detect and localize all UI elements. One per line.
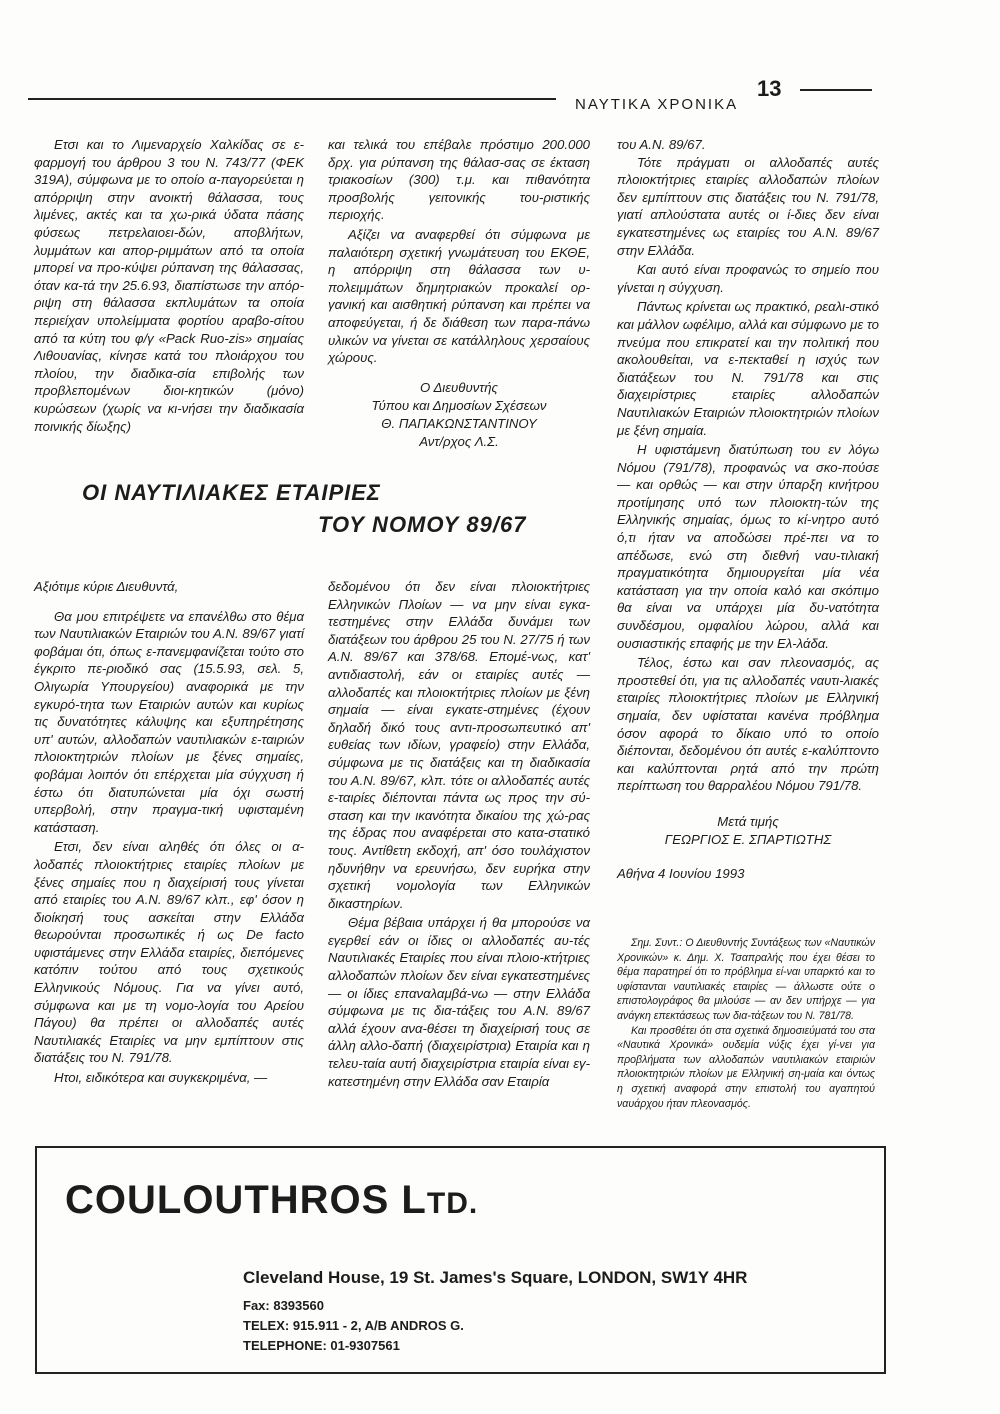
- paragraph: Ετσι και το Λιμεναρχείο Χαλκίδας σε ε-φαρμογή του άρθρου 3 του Ν. 743/77 (ΦΕΚ 319Α), σύμφωνα με το οποίο α-παγορεύεται η απόρριψη στην ανοικτή θάλασσα, τους λιμένες, ακτές και τα χω-ρικά ύδατα πάσης φύσεως πετρελαιοει-δών, αποβλήτων, λυμμάτων και απορ-ριμμάτων από τα οποία μπορεί να προ-κύψει ρύπανση της θάλασσας, όταν κα-τά την 25.6.93, διαπίστωσε την απόρ-ριψη στη θάλασσα εκπλυμάτων τα οποία περιείχαν υπολείμματα φορτίου αραβο-σίτου από τα κύτη του φ/γ «Pack Ruo-zis» σημαίας Λιθουανίας, κίνησε κατά του πλοιάρχου του πλοίου, την διαδικα-σία επιβολής των προβλεπομένων διοι-κητικών (μόνο) κυρώσεων (χωρίς να κι-νήσει την διαδικασία ποινικής δίωξης): [34, 137, 304, 434]
- paragraph: δεδομένου ότι δεν είναι πλοιοκτήτριες Ελληνικών Πλοίων — να μην είναι εγκα-τεστημένες στην Ελλάδα δυνάμει των διατάξεων του άρθρου 25 του Ν. 27/75 ή των Α.Ν. 89/67 και 378/68. Επομέ-νως, κατ' αντιδιαστολή, εάν οι εταιρίες αυτές — αλλοδαπές και πλοιοκτήτριες πλοίων με ξένη σημαία — είναι εγκατε-στημένες (έχουν δηλαδή δικό τους αντι-προσωπευτικό απ' ευθείας των ιδίων, γραφείο) στην Ελλάδα, σύμφωνα με τις διατάξεις και τη διαδικασία του Α.Ν. 89/67, κλπ. τότε οι αλλοδαπές αυτές ε-ταιρίες διέπονται πάντα ως προς την σύ-σταση και την ικανότητα δικαίου της χώ-ρας της έδρας που αναφέρεται στο κατα-στατικό τους. Αντίθετη εκδοχή, απ' όσο τουλάχιστον ηδυνήθην να ερευνήσω, δεν ευρήκα στην σχετική νομολογία των Ελληνικών δικαστηρίων.: [328, 579, 590, 911]
- signature-line: Ο Διευθυντής: [420, 379, 498, 395]
- paragraph: Θέμα βέβαια υπάρχει ή θα μπορούσε να εγερθεί εάν οι ίδιες οι αλλοδαπές αυ-τές Ναυτιλιακές Εταιρίες που είναι πλοιο-κτήτριες αλλοδαπών πλοίων δεν είναι εγκατεστημένες — οι ίδιες επαναλαμβά-νω — στην Ελλάδα σύμφωνα με τις δια-τάξεις του Α.Ν. 89/67 αλλά έχουν ανα-θέσει τη διαχείρισή τους σε άλλη αλλο-δαπή (διαχειρίστρια) Εταιρία και η τελευ-ταία αυτή διαχειρίστρια εταιρία είναι εγ-κατεστημένη στην Ελλάδα σαν Εταιρία: [328, 915, 590, 1089]
- note-paragraph: Σημ. Συντ.: Ο Διευθυντής Συντάξεως των «Ναυτικών Χρονικών» κ. Δημ. Χ. Τσαπραλής που έχει θέσει το θέμα παρατηρεί ότι το πρόβλημα εί-ναι υπαρκτό και το υφίστανται ναυτιλιακές εταιρίες — άλλωστε ούτε ο επιστολογράφος θα μιλούσε — αν δεν υπήρχε — για ανάγκη επεκτάσεως των δια-τάξεων του Ν. 781/78.: [617, 937, 875, 1022]
- letter-date: Αθήνα 4 Ιουνίου 1993: [617, 865, 745, 881]
- letter-col2: [328, 578, 590, 1090]
- signature-line: Τύπου και Δημοσίων Σχέσεων: [371, 397, 547, 413]
- letter-col3: [617, 136, 879, 883]
- paragraph: Τέλος, έστω και σαν πλεονασμός, ας προστεθεί ότι, για τις αλλοδαπές ναυτι-λιακές εταιρίες πλοιοκτήτριες πλοίων με Ελληνική σημαία, δεν υφίσταται κανένα πρόβλημα όσον αφορά το δίκαιο υπό το οποίο διέπονται, δεδομένου ότι αυτές ε-καλύπτοντο και καλύπτονται ρητά από την πρώτη περίπτωση του θαρραλέου Νόμου 791/78.: [617, 655, 879, 794]
- top-article-col2: [328, 136, 590, 451]
- page-number: 13: [757, 76, 782, 101]
- advertisement-box: [35, 1146, 886, 1374]
- article-title-line2: ΤΟΥ ΝΟΜΟΥ 89/67: [318, 512, 527, 537]
- paragraph: Τότε πράγματι οι αλλοδαπές αυτές πλοιοκτήτριες εταιρίες αλλοδαπών πλοίων δεν εμπίπτουν στις διατάξεις του Ν. 791/78, γιατί απλούστατα αυτές οι ί-διες δεν είναι εγκατεστημένες ως εταιρίες του Α.Ν. 89/67 στην Ελλάδα.: [617, 154, 879, 258]
- top-article-col1: [34, 136, 304, 435]
- header-rule-left: [28, 98, 556, 100]
- paragraph: Η υφιστάμενη διατύπωση του εν λόγω Νόμου (791/78), προφανώς να σκο-πούσε — και ορθώς — και στην ύπαρξη κινήτρου προτίμησης υπό των πλοιοκτη-τών της Ελληνικής σημαίας, όμως το κί-νητρο αυτό ό,τι ήταν να αποδώσει πρέ-πει να το απέδωσε, ενώ στη διεθνή ναυ-τιλιακή πραγματικότητα δημιουργείται μία νέα κατάσταση για την οποία καλό και σκόπιμο θα είναι να υπάρχει μία δυ-νατότητα συνδέσμου, ομφαλίου λώρου, αλλά και ουσιαστικής επαφής με την Ελ-λάδα.: [617, 442, 879, 651]
- paragraph: Ητοι, ειδικότερα και συγκεκριμένα, —: [54, 1070, 268, 1086]
- advert-telephone: TELEPHONE: 01-9307561: [243, 1338, 400, 1353]
- closing: Μετά τιμής: [717, 813, 779, 829]
- letter-col1: [34, 578, 304, 1087]
- signature-line: Θ. ΠΑΠΑΚΩΝΣΤΑΝΤΙΝΟΥ: [381, 415, 537, 431]
- advert-fax: Fax: 8393560: [243, 1298, 324, 1313]
- paragraph: Ετσι, δεν είναι αληθές ότι όλες οι α-λοδαπές πλοιοκτήτριες εταιρίες πλοίων με ξένες σημαίες που η διαχείρισή τους γίνεται από εταιρίες του Α.Ν. 89/67 κλπ., εφ' όσον η διοίκησή τους ασκείται στην Ελλάδα θεωρούνται προσωπικές ή ως De facto υφιστάμενες στην Ελλάδα εταιρίες, διεπόμενες κατόπιν τούτου από τους σχετικούς Ελληνικούς Νόμους. Για να γίνει αυτό, σύμφωνα και με τη νομο-λογία του Αρείου Πάγου) θα πρέπει οι αλλοδαπές αυτές Ναυτιλιακές Εταιρίες να μην εμπίπτουν στις διατάξεις του Ν. 791/78.: [34, 839, 304, 1066]
- article-title-line1: ΟΙ ΝΑΥΤΙΛΙΑΚΕΣ ΕΤΑΙΡΙΕΣ: [82, 480, 381, 505]
- publication-name: ΝΑΥΤΙΚΑ ΧΡΟΝΙΚΑ: [575, 96, 739, 113]
- brand-name: COULOUTHROS L: [65, 1178, 427, 1222]
- editor-note: [617, 936, 875, 1111]
- header-rule-right: [800, 89, 872, 91]
- paragraph: Αξίζει να αναφερθεί ότι σύμφωνα με παλαιότερη σχετική γνωμάτευση του ΕΚΘΕ, η απόρριψη στη θάλασσα των υ-πολειμμάτων δημητριακών προκαλεί ορ-γανική και αισθητική ρύπανση και πρέπει να αποφεύγεται, ή δε διάθεση των παρα-πάνω υλικών να γίνεται σε κατάλληλους χερσαίους χώρους.: [328, 226, 590, 366]
- paragraph: Πάντως κρίνεται ως πρακτικό, ρεαλι-στικό και μάλλον ωφέλιμο, αλλά και σύμφωνο με το πνεύμα που επικρατεί και την πολιτική που ακολουθείται, να ε-πεκταθεί η ισχύς των διατάξεων του Ν. 791/78 και στις διαχειρίστριες εταιρίες αλλοδαπών Ναυτιλιακών Εταιριών πλοιοκτητριών πλοίων με ξένη σημαία.: [617, 299, 879, 438]
- note-paragraph: Και προσθέτει ότι στα σχετικά δημοσιεύματά του στα «Ναυτικά Χρονικά» ουδεμία νύξις έχει γί-νει για προβλήματα των αλλοδαπών ναυτιλιακών εταιριών πλοιοκτητριών πλοίων με Ελληνική ση-μαία και όντως η σχετική αναφορά στην επιστολή του αγαπητού ναυάρχου ήταν πλεονασμός.: [617, 1024, 875, 1110]
- paragraph: του Α.Ν. 89/67.: [617, 137, 706, 152]
- brand-suffix: TD.: [426, 1187, 479, 1220]
- letter-signature: [617, 813, 879, 849]
- advert-telex: TELEX: 915.911 - 2, A/B ANDROS G.: [243, 1318, 464, 1333]
- salutation: Αξιότιμε κύριε Διευθυντά,: [34, 579, 179, 594]
- signature-line: Αντ/ρχος Λ.Σ.: [419, 433, 499, 449]
- author: ΓΕΩΡΓΙΟΣ Ε. ΣΠΑΡΤΙΩΤΗΣ: [664, 831, 832, 847]
- advert-brand: [65, 1178, 478, 1223]
- paragraph: Και αυτό είναι προφανώς το σημείο που γίνεται η σύγχυση.: [617, 262, 879, 295]
- press-signature: [328, 379, 590, 451]
- paragraph: και τελικά του επέβαλε πρόστιμο 200.000 δρχ. για ρύπανση της θάλασ-σας σε έκταση τριακοσίων (300) τ.μ. και πιθανότητα προσβολής γειτονικής του-ριστικής περιοχής.: [328, 137, 590, 223]
- advert-address: Cleveland House, 19 St. James's Square, LONDON, SW1Y 4HR: [243, 1268, 748, 1287]
- paragraph: Θα μου επιτρέψετε να επανέλθω στο θέμα των Ναυτιλιακών Εταιριών του Α.Ν. 89/67 γιατί φοβάμαι ότι, όπως ε-πανεμφανίζεται τούτο στο έγκριτο πε-ριοδικό σας (15.5.93, σελ. 5, Ολιγωρία Υπουργείου) αναφορικά με την εγκυρό-τητα των Εταιριών αυτών και κυρίως τις δυνατότητες κάλυψης και εξυπηρέτησης υπ' αυτών, αλλοδαπών ναυτιλιακών ε-ταιριών πλοιοκτητριών πλοίων με ξένες σημαίες, φοβάμαι λοιπόν ότι επέρχεται μία σύγχυση ή έστω ότι διατυπώνεται μία όχι σωστή υπερβολή, στην πραγμα-τική υφισταμένη κατάσταση.: [34, 608, 304, 835]
